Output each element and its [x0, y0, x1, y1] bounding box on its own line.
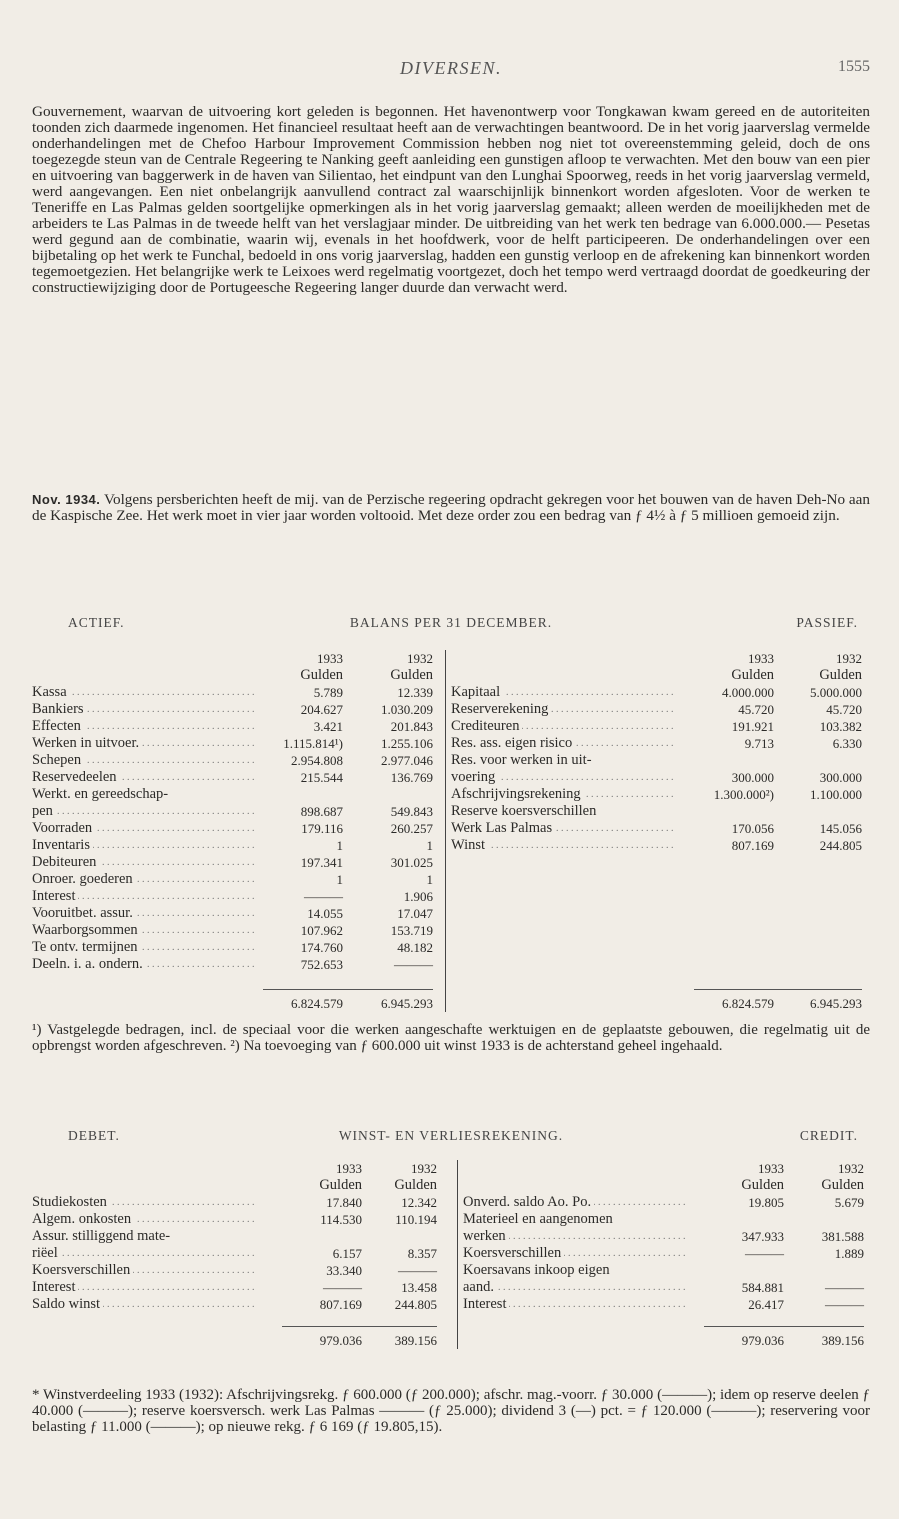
- asset-value-1933: 5.789: [313, 685, 343, 700]
- liability-label-text: voering: [451, 769, 498, 785]
- year-header-row: [32, 1160, 870, 1177]
- credit-value-1933: 19.805: [748, 1195, 784, 1210]
- debit-value-1933: 33.340: [326, 1263, 362, 1278]
- asset-value-1933: 204.627: [300, 702, 343, 717]
- liability-label-text: Werk Las Palmas: [451, 820, 555, 836]
- asset-value-1933: 898.687: [300, 804, 343, 819]
- credit-label: [463, 1211, 716, 1228]
- debit-label-text: Interest: [32, 1279, 78, 1295]
- asset-row: [32, 922, 870, 939]
- liability-value-1932: 103.382: [819, 719, 862, 734]
- liability-label: [451, 684, 706, 701]
- liability-label: [451, 837, 706, 854]
- liability-label: [451, 752, 706, 769]
- asset-label: [32, 871, 271, 888]
- paragraph-harbour-works: Gouvernement, waarvan de uitvoering kort geleden is begonnen. Het havenontwerp voor Tongkawan kwam gereed en de autoriteiten toonden zich daarmede ingenomen. Het financieel resultaat heeft aan de verwachtingen beantwoord. De in het vorig jaarverslag vermelde onderhandelingen met de Chefoo Harbour Improvement Commission hebben nog niet tot overeenstemming geleid, doch de ons toegezegde steun van de Centrale Regeering te Nanking geeft aanleiding een gunstigen afloop te verwachten. Met den bouw van een pier en uitvoering van baggerwerk in de haven van Silientao, het eindpunt van den Lunghai Spoorweg, reeds in het vorig jaarverslag vermeld, werd aangevangen. Een niet onbelangrijk aanvullend contract zal waarschijnlijk binnenkort worden afgesloten. Voor de werken te Teneriffe en Las Palmas gelden soortgelijke opmerkingen als in het vorig jaarverslag gemaakt; alleen werden de moeilijkheden met de arbeiders te Las Palmas in de tweede helft van het verslagjaar minder. De uitbreiding van het werk ten bedrage van 6.000.000.— Pesetas werd gegund aan de combinatie, waarin wij, evenals in het hoofdwerk, voor de helft participeeren. De onderhandelingen over een bijbetaling op het werk te Funchal, bedoeld in ons vorig jaarverslag, hadden een gunstig verloop en de afrekening kan binnenkort worden tegemoetgezien. Het belangrijke werk te Leixoes werd regelmatig voortgezet, doch het tempo werd vertraagd doordat de goedkeuring der constructiewijziging door de Portugeesche Regeering langer duurde dan verwacht werd.: [32, 103, 870, 296]
- debit-value-1932: 8.357: [407, 1246, 437, 1261]
- left-unit-1932: Gulden: [394, 1177, 437, 1193]
- asset-value-1933: 1: [336, 838, 343, 853]
- left-year-1933: 1933: [317, 651, 343, 666]
- asset-value-1932: ———: [394, 957, 433, 972]
- asset-label: [32, 956, 271, 973]
- balance-heading-right: PASSIEF.: [796, 615, 858, 630]
- liability-value-1932: 244.805: [819, 838, 862, 853]
- credit-row: [32, 1279, 870, 1296]
- pnl-heading-right: CREDIT.: [799, 1128, 858, 1143]
- page-number: 1555: [838, 58, 870, 75]
- liability-value-1932: 145.056: [819, 821, 862, 836]
- debit-value-1933: ———: [323, 1280, 362, 1295]
- asset-value-1932: 1.030.209: [381, 702, 433, 717]
- balance-sheet-table: [32, 650, 870, 1020]
- asset-value-1932: 12.339: [397, 685, 433, 700]
- right-unit-1933: Gulden: [731, 667, 774, 683]
- credit-label: [463, 1296, 716, 1313]
- asset-value-1932: 549.843: [390, 804, 433, 819]
- asset-label-text: Voorraden: [32, 820, 95, 836]
- date-label: Nov. 1934.: [32, 492, 101, 507]
- asset-value-1933: 3.421: [313, 719, 343, 734]
- asset-value-1932: 2.977.046: [381, 753, 433, 768]
- debit-label-text: Assur. stilliggend mate-: [32, 1228, 173, 1244]
- debit-value-1932: ———: [398, 1263, 437, 1278]
- running-title: DIVERSEN.: [400, 58, 502, 78]
- profit-distribution-note: * Winstverdeeling 1933 (1932): Afschrijvingsrekg. ƒ 600.000 (ƒ 200.000); afschr. mag.-voorr. ƒ 30.000 (———); idem op reserve deelen ƒ 40.000 (———); reserve koersversch. werk Las Palmas ——— (ƒ 25.000); dividend 3 (—) pct. = ƒ 120.000 (———); reservering voor belasting ƒ 11.000 (———); op nieuwe rekg. ƒ 6 169 (ƒ 19.805,15).: [32, 1387, 870, 1435]
- asset-value-1932: 1: [426, 872, 433, 887]
- liability-label: [451, 701, 706, 718]
- left-total-1933: 6.824.579: [291, 996, 343, 1011]
- balance-heading-left: ACTIEF.: [68, 615, 125, 630]
- debit-value-1932: 244.805: [394, 1297, 437, 1312]
- liability-value-1932: 1.100.000: [810, 787, 862, 802]
- left-unit-1933: Gulden: [300, 667, 343, 683]
- liability-label: [451, 786, 706, 803]
- right-total-1932: 6.945.293: [810, 996, 862, 1011]
- asset-row: [32, 888, 870, 905]
- asset-label-text: Werken in uitvoer.: [32, 735, 142, 751]
- asset-label-text: Waarborgsommen: [32, 922, 141, 938]
- credit-value-1932: ———: [825, 1280, 864, 1295]
- asset-label-text: pen: [32, 803, 56, 819]
- asset-value-1932: 1.906: [403, 889, 433, 904]
- asset-value-1933: 197.341: [300, 855, 343, 870]
- left-year-1932: 1932: [411, 1161, 437, 1176]
- debit-label-text: Koersverschillen: [32, 1262, 133, 1278]
- pnl-heading-left: DEBET.: [68, 1128, 120, 1143]
- left-unit-1933: Gulden: [319, 1177, 362, 1193]
- asset-value-1932: 1.255.106: [381, 736, 433, 751]
- credit-row: [32, 1194, 870, 1211]
- pnl-title: WINST- EN VERLIESREKENING.: [338, 1128, 564, 1143]
- left-total-1932: 6.945.293: [381, 996, 433, 1011]
- debit-value-1933: 17.840: [326, 1195, 362, 1210]
- left-total-rule: [263, 989, 433, 990]
- balance-title: BALANS PER 31 DECEMBER.: [349, 615, 553, 630]
- liability-row: [32, 735, 870, 752]
- asset-label-text: Schepen: [32, 752, 84, 768]
- paragraph-nov-1934: [32, 492, 870, 524]
- credit-label-text: werken: [463, 1228, 509, 1244]
- credit-value-1933: ———: [745, 1246, 784, 1261]
- right-unit-1933: Gulden: [741, 1177, 784, 1193]
- credit-row: [32, 1245, 870, 1262]
- right-total-rule: [694, 989, 862, 990]
- asset-row: [32, 939, 870, 956]
- asset-value-1932: 48.182: [397, 940, 433, 955]
- credit-value-1932: 381.588: [821, 1229, 864, 1244]
- liability-label-text: Afschrijvingsrekening: [451, 786, 584, 802]
- asset-value-1932: 17.047: [397, 906, 433, 921]
- debit-label-text: Studiekosten: [32, 1194, 110, 1210]
- liability-label: [451, 820, 706, 837]
- left-unit-1932: Gulden: [390, 667, 433, 683]
- asset-label-text: Interest: [32, 888, 78, 904]
- asset-label: [32, 888, 271, 905]
- asset-label: [32, 854, 271, 871]
- asset-label-text: Deeln. i. a. ondern.: [32, 956, 146, 972]
- asset-value-1933: 752.653: [300, 957, 343, 972]
- asset-label-text: Debiteuren: [32, 854, 99, 870]
- asset-value-1933: 1: [336, 872, 343, 887]
- liability-label: [451, 769, 706, 786]
- credit-label-text: aand.: [463, 1279, 497, 1295]
- credit-row: [32, 1211, 870, 1228]
- pnl-heading: [32, 1128, 870, 1148]
- liability-value-1933: 4.000.000: [722, 685, 774, 700]
- asset-value-1933: 107.962: [300, 923, 343, 938]
- liability-row: [32, 752, 870, 769]
- asset-value-1932: 1: [426, 838, 433, 853]
- asset-row: [32, 905, 870, 922]
- asset-label: [32, 922, 271, 939]
- credit-value-1932: 1.889: [834, 1246, 864, 1261]
- year-header-row: [32, 650, 870, 667]
- unit-header-row: [32, 1177, 870, 1194]
- credit-value-1933: 26.417: [748, 1297, 784, 1312]
- asset-label-text: Bankiers: [32, 701, 87, 717]
- liability-value-1932: 5.000.000: [810, 685, 862, 700]
- column-divider: [457, 1160, 458, 1349]
- asset-value-1933: ———: [304, 889, 343, 904]
- credit-label: [463, 1245, 716, 1262]
- debit-value-1932: 110.194: [395, 1212, 437, 1227]
- right-year-1933: 1933: [748, 651, 774, 666]
- liability-label-text: Res. ass. eigen risico: [451, 735, 575, 751]
- liability-label-text: Res. voor werken in uit-: [451, 752, 595, 768]
- credit-label: [463, 1279, 716, 1296]
- asset-value-1932: 301.025: [390, 855, 433, 870]
- liability-row: [32, 684, 870, 701]
- credit-label-text: Koersavans inkoop eigen: [463, 1262, 613, 1278]
- asset-label: [32, 905, 271, 922]
- balance-footnote: ¹) Vastgelegde bedragen, incl. de speciaal voor die werken aangeschafte werktuigen en de geplaatste gebouwen, die regelmatig uit de opbrengst worden afgeschreven. ²) Na toevoeging van ƒ 600.000 uit winst 1933 is de achterstand geheel ingehaald.: [32, 1022, 870, 1054]
- asset-value-1933: 174.760: [300, 940, 343, 955]
- liability-label-text: Reserve koersverschillen: [451, 803, 599, 819]
- credit-label: [463, 1228, 716, 1245]
- debit-label-text: Algem. onkosten: [32, 1211, 134, 1227]
- asset-value-1932: 201.843: [390, 719, 433, 734]
- right-unit-1932: Gulden: [819, 667, 862, 683]
- page-header: [32, 58, 870, 82]
- balance-heading: [32, 615, 870, 635]
- debit-value-1933: 114.530: [320, 1212, 362, 1227]
- liability-label: [451, 718, 706, 735]
- liability-label-text: Winst: [451, 837, 488, 853]
- credit-label-text: Onverd. saldo Ao. Po.: [463, 1194, 594, 1210]
- unit-header-row: [32, 667, 870, 684]
- liability-row: [32, 718, 870, 735]
- liability-label: [451, 803, 706, 820]
- credit-row: [32, 1262, 870, 1279]
- paragraph-body: Volgens persberichten heeft de mij. van de Perzische regeering opdracht gekregen voor het bouwen van de haven Deh-No aan de Kaspische Zee. Het werk moet in vier jaar worden voltooid. Met deze order zou een bedrag van ƒ 4½ à ƒ 5 millioen gemoeid zijn.: [32, 491, 870, 524]
- left-total-1932: 389.156: [394, 1333, 437, 1348]
- asset-value-1933: 2.954.808: [291, 753, 343, 768]
- asset-label-text: Werkt. en gereedschap-: [32, 786, 171, 802]
- asset-row: [32, 956, 870, 973]
- asset-label-text: Kassa: [32, 684, 70, 700]
- credit-label-text: Materieel en aangenomen: [463, 1211, 616, 1227]
- liability-label-text: Reserverekening: [451, 701, 551, 717]
- debit-value-1932: 12.342: [401, 1195, 437, 1210]
- credit-value-1933: 347.933: [741, 1229, 784, 1244]
- asset-label-text: Reservedeelen: [32, 769, 120, 785]
- credit-label: [463, 1194, 716, 1211]
- right-total-1933: 979.036: [741, 1333, 784, 1348]
- credit-value-1933: 584.881: [741, 1280, 784, 1295]
- liability-row: [32, 837, 870, 854]
- left-year-1933: 1933: [336, 1161, 362, 1176]
- debit-value-1933: 6.157: [332, 1246, 362, 1261]
- asset-value-1932: 260.257: [390, 821, 433, 836]
- left-year-1932: 1932: [407, 651, 433, 666]
- debit-value-1933: 807.169: [319, 1297, 362, 1312]
- liability-value-1932: 6.330: [832, 736, 862, 751]
- liability-value-1933: 300.000: [731, 770, 774, 785]
- liability-value-1932: 300.000: [819, 770, 862, 785]
- liability-value-1933: 9.713: [744, 736, 774, 751]
- column-divider: [445, 650, 446, 1012]
- asset-value-1933: 1.115.814¹): [283, 736, 343, 751]
- asset-value-1933: 179.116: [301, 821, 343, 836]
- right-total-rule: [704, 1326, 864, 1327]
- credit-value-1932: 5.679: [834, 1195, 864, 1210]
- credit-value-1932: ———: [825, 1297, 864, 1312]
- credit-label-text: Interest: [463, 1296, 509, 1312]
- liability-row: [32, 701, 870, 718]
- debit-label-text: Saldo winst: [32, 1296, 103, 1312]
- right-year-1932: 1932: [836, 651, 862, 666]
- liability-row: [32, 803, 870, 820]
- asset-value-1932: 136.769: [390, 770, 433, 785]
- right-unit-1932: Gulden: [821, 1177, 864, 1193]
- credit-label-text: Koersverschillen: [463, 1245, 564, 1261]
- right-year-1932: 1932: [838, 1161, 864, 1176]
- left-total-rule: [282, 1326, 437, 1327]
- asset-label-text: Te ontv. termijnen: [32, 939, 141, 955]
- right-total-1933: 6.824.579: [722, 996, 774, 1011]
- right-year-1933: 1933: [758, 1161, 784, 1176]
- right-total-1932: 389.156: [821, 1333, 864, 1348]
- credit-label: [463, 1262, 716, 1279]
- profit-loss-table: [32, 1160, 870, 1360]
- liability-row: [32, 820, 870, 837]
- debit-label-text: riëel: [32, 1245, 61, 1261]
- left-total-1933: 979.036: [319, 1333, 362, 1348]
- credit-row: [32, 1296, 870, 1313]
- debit-value-1932: 13.458: [401, 1280, 437, 1295]
- liability-label-text: Crediteuren: [451, 718, 522, 734]
- liability-value-1932: 45.720: [826, 702, 862, 717]
- liability-value-1933: 170.056: [731, 821, 774, 836]
- liability-value-1933: 191.921: [731, 719, 774, 734]
- document-page: [32, 0, 870, 1519]
- asset-value-1933: 215.544: [300, 770, 343, 785]
- liability-value-1933: 45.720: [738, 702, 774, 717]
- asset-label: [32, 939, 271, 956]
- totals-row: [32, 1332, 870, 1349]
- asset-label-text: Inventaris: [32, 837, 93, 853]
- asset-label-text: Vooruitbet. assur.: [32, 905, 136, 921]
- asset-row: [32, 871, 870, 888]
- totals-row: [32, 995, 870, 1012]
- asset-label-text: Onroer. goederen: [32, 871, 136, 887]
- liability-value-1933: 807.169: [731, 838, 774, 853]
- liability-label-text: Kapitaal: [451, 684, 503, 700]
- asset-label-text: Effecten: [32, 718, 84, 734]
- liability-row: [32, 769, 870, 786]
- asset-value-1933: 14.055: [307, 906, 343, 921]
- asset-row: [32, 854, 870, 871]
- asset-value-1932: 153.719: [390, 923, 433, 938]
- liability-value-1933: 1.300.000²): [713, 787, 774, 802]
- liability-label: [451, 735, 706, 752]
